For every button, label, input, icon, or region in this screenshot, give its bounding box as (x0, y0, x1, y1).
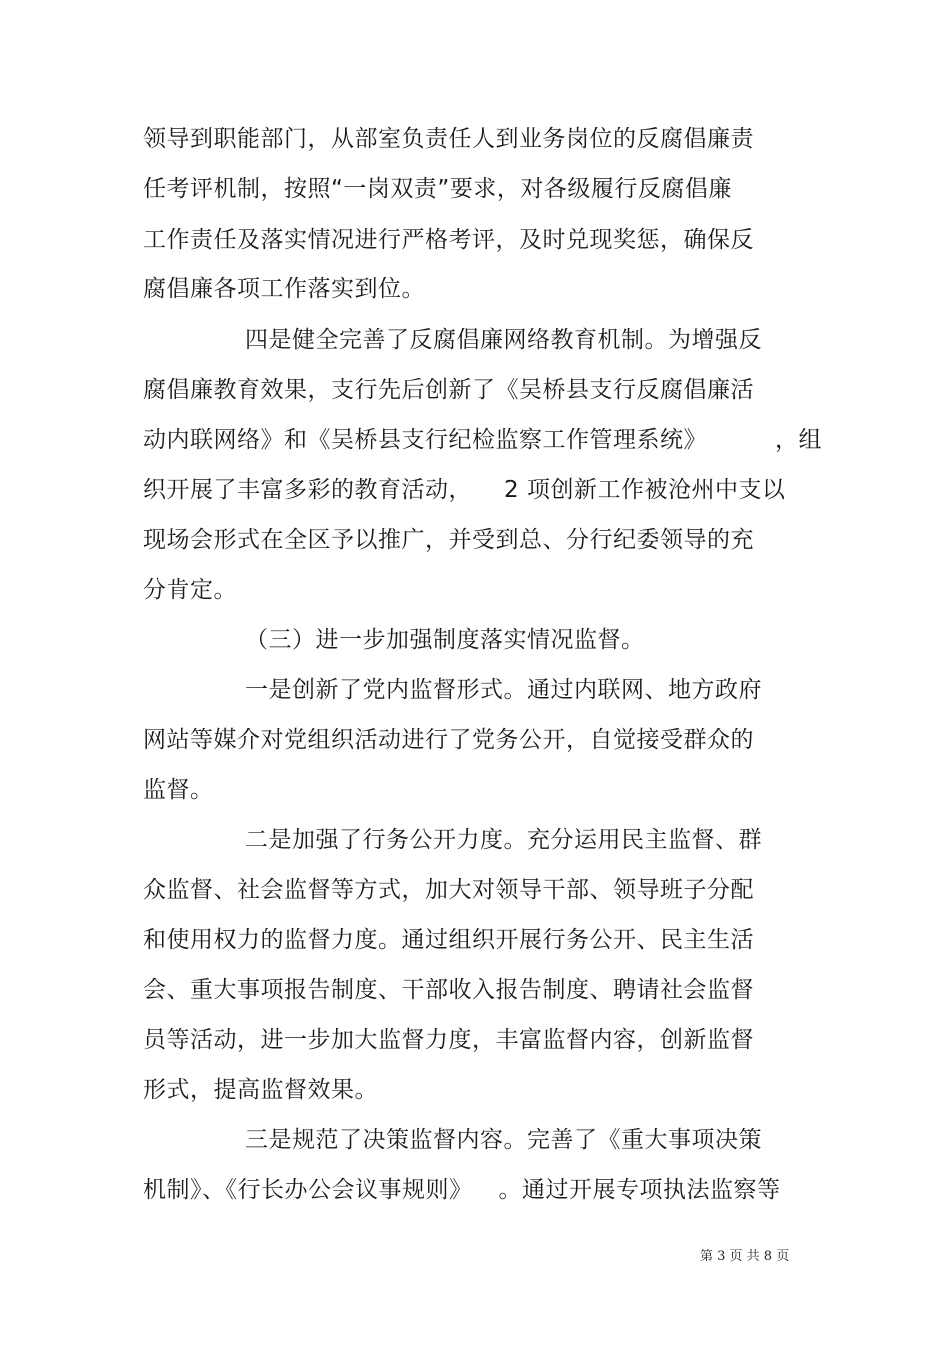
paragraph-start-line: 一是创新了党内监督形式。通过内联网、地方政府 (245, 677, 762, 703)
body-line-segment: 2 项创新工作被沧州中支以 (504, 477, 786, 503)
body-line: 工作责任及落实情况进行严格考评，及时兑现奖惩，确保反 (143, 227, 754, 253)
paragraph-start-line: 二是加强了行务公开力度。充分运用民主监督、群 (245, 827, 762, 853)
body-line-segment: 机制》、《行长办公会议事规则》 (143, 1177, 473, 1203)
paragraph-start-line: 三是规范了决策监督内容。完善了《重大事项决策 (245, 1127, 762, 1153)
body-line: 领导到职能部门，从部室负责任人到业务岗位的反腐倡廉责 (143, 126, 754, 152)
body-line: 网站等媒介对党组织活动进行了党务公开，自觉接受群众的 (143, 727, 754, 753)
body-line: 腐倡廉教育效果，支行先后创新了《吴桥县支行反腐倡廉活 (143, 377, 754, 403)
body-line (143, 425, 822, 455)
body-line-segment: ，组 (775, 427, 822, 453)
body-line-segment: 。通过开展专项执法监察等 (498, 1177, 781, 1203)
paragraph-start-line: 四是健全完善了反腐倡廉网络教育机制。为增强反 (245, 327, 762, 353)
body-line (143, 1175, 781, 1205)
body-line: 形式，提高监督效果。 (143, 1077, 378, 1103)
body-line: 会、重大事项报告制度、干部收入报告制度、聘请社会监督 (143, 977, 754, 1003)
body-line: 员等活动，进一步加大监督力度，丰富监督内容，创新监督 (143, 1027, 754, 1053)
body-line-segment: 动内联网络》和《吴桥县支行纪检监察工作管理系统》 (143, 427, 707, 453)
section-heading: （三）进一步加强制度落实情况监督。 (245, 627, 645, 653)
body-line: 和使用权力的监督力度。通过组织开展行务公开、民主生活 (143, 927, 754, 953)
body-line: 腐倡廉各项工作落实到位。 (143, 276, 425, 302)
body-line (143, 475, 785, 505)
page-number-footer: 第 3 页 共 8 页 (700, 1249, 790, 1264)
body-line: 分肯定。 (143, 577, 237, 603)
body-line: 监督。 (143, 777, 214, 803)
body-line: 众监督、社会监督等方式，加大对领导干部、领导班子分配 (143, 877, 754, 903)
body-line: 现场会形式在全区予以推广，并受到总、分行纪委领导的充 (143, 527, 754, 553)
body-line-segment: 织开展了丰富多彩的教育活动， (143, 477, 472, 503)
body-line: 任考评机制，按照“一岗双责”要求，对各级履行反腐倡廉 (143, 176, 732, 202)
